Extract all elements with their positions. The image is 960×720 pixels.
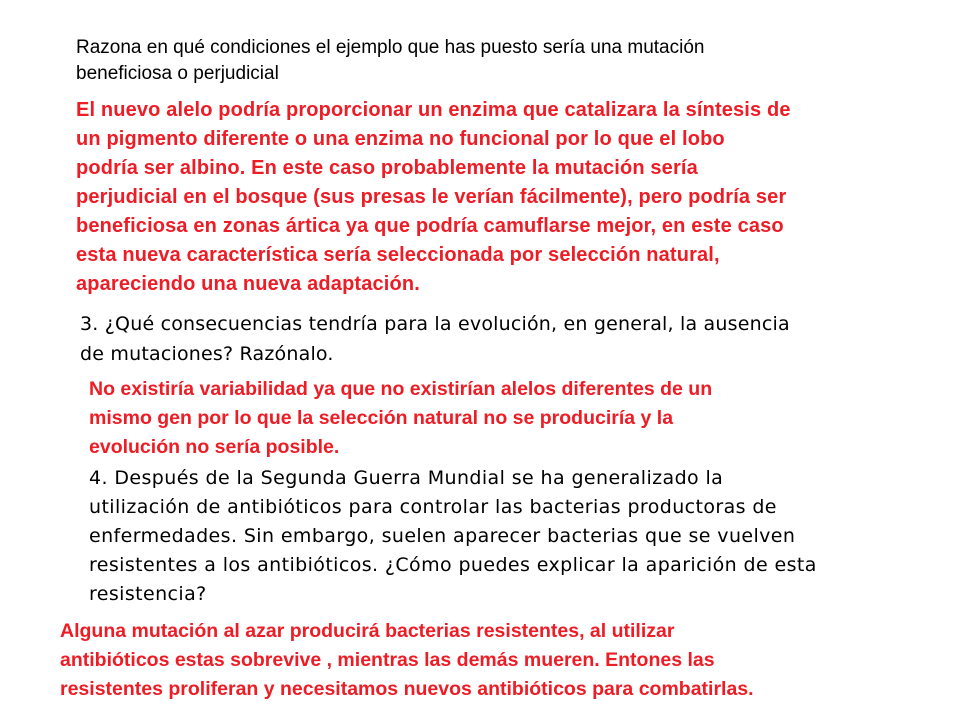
answer-line: Alguna mutación al azar producirá bacterias resistentes, al utilizar [60, 620, 675, 642]
question-line: 3. ¿Qué consecuencias tendría para la evolución, en general, la ausencia [80, 313, 790, 335]
question-line: 4. Después de la Segunda Guerra Mundial se ha generalizado la [89, 467, 724, 489]
answer-line: El nuevo alelo podría proporcionar un enzima que catalizara la síntesis de [76, 99, 791, 121]
question-4 [89, 464, 929, 609]
question-line: de mutaciones? Razónalo. [80, 343, 334, 365]
question-line: resistencia? [89, 583, 207, 605]
answer-line: esta nueva característica sería seleccionada por selección natural, [76, 244, 720, 266]
question-3 [80, 309, 900, 369]
answer-3 [89, 375, 929, 462]
answer-line: resistentes proliferan y necesitamos nuevos antibióticos para combatirlas. [60, 678, 754, 700]
question-line: enfermedades. Sin embargo, suelen aparecer bacterias que se vuelven [89, 525, 796, 547]
answer-line: perjudicial en el bosque (sus presas le verían fácilmente), pero podría ser [76, 186, 787, 208]
answer-line: antibióticos estas sobrevive , mientras las demás mueren. Entones las [60, 649, 715, 671]
question-line: resistentes a los antibióticos. ¿Cómo puedes explicar la aparición de esta [89, 554, 817, 576]
answer-line: No existiría variabilidad ya que no existirían alelos diferentes de un [89, 378, 713, 400]
answer-line: podría ser albino. En este caso probablemente la mutación sería [76, 157, 698, 179]
answer-line: apareciendo una nueva adaptación. [76, 273, 420, 295]
answer-line: mismo gen por lo que la selección natural no se produciría y la [89, 407, 674, 429]
answer-mutation-conditions [76, 96, 936, 299]
intro-prompt [76, 35, 896, 87]
intro-line: beneficiosa o perjudicial [76, 63, 279, 84]
answer-line: beneficiosa en zonas ártica ya que podría camuflarse mejor, en este caso [76, 215, 784, 237]
answer-line: evolución no sería posible. [89, 436, 340, 458]
answer-4 [60, 617, 955, 704]
question-line: utilización de antibióticos para controlar las bacterias productoras de [89, 496, 777, 518]
answer-line: un pigmento diferente o una enzima no funcional por lo que el lobo [76, 128, 725, 150]
intro-line: Razona en qué condiciones el ejemplo que has puesto sería una mutación [76, 37, 705, 58]
